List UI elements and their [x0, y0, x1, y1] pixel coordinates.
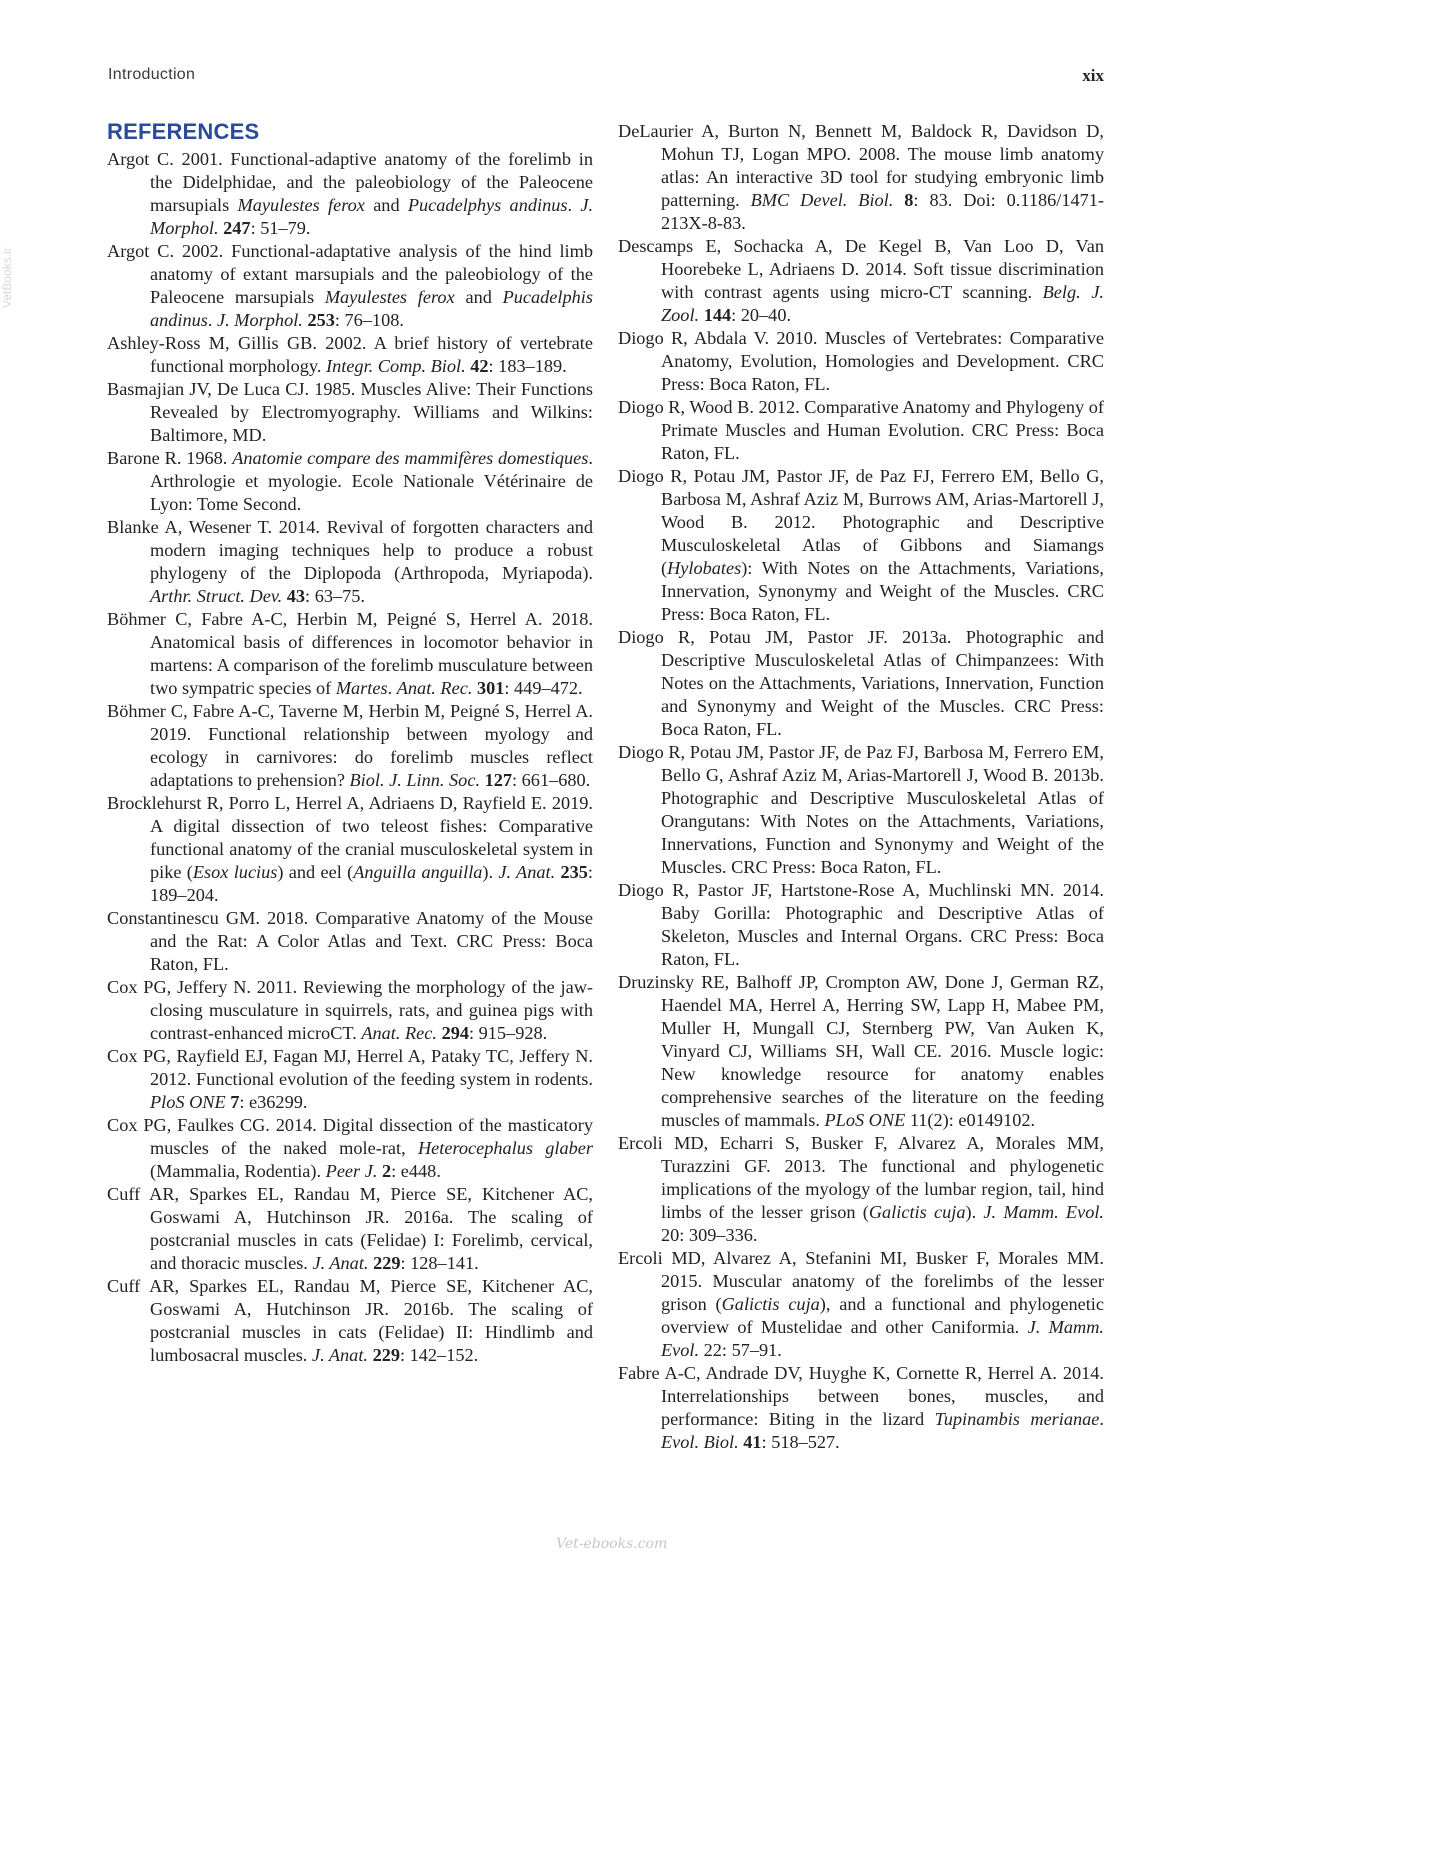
reference-entry [618, 465, 1104, 626]
reference-text: Descamps E, Sochacka A, De Kegel B, Van Loo D, Van Hoorebeke L, Adriaens D. 2014. Soft tissue discrimination with contrast agents using micro-CT scanning. [618, 236, 1104, 302]
reference-entry [618, 879, 1104, 971]
italic-text: Mayulestes ferox [237, 195, 365, 215]
reference-text: Blanke A, Wesener T. 2014. Revival of forgotten characters and modern imaging techniques help to produce a robust phylogeny of the Diplopoda (Arthropoda, Myriapoda). [107, 517, 593, 583]
reference-text: Brocklehurst R, Porro L, Herrel A, Adriaens D, Rayfield E. 2019. A digital dissection of two teleost fishes: Comparative functional anatomy of the cranial musculoskeletal system in pike ( [107, 793, 593, 882]
italic-text: J. Anat. [498, 862, 556, 882]
reference-text: ). [482, 862, 499, 882]
reference-text: Constantinescu GM. 2018. Comparative Anatomy of the Mouse and the Rat: A Color Atlas and Text. CRC Press: Boca Raton, FL. [107, 908, 593, 974]
bold-volume: 41 [743, 1432, 762, 1452]
reference-text: Ashley-Ross M, Gillis GB. 2002. A brief history of vertebrate functional morphology. [107, 333, 593, 376]
italic-text: Galictis cuja [868, 1202, 966, 1222]
bold-volume: 229 [373, 1253, 401, 1273]
page-number: xix [1082, 66, 1104, 85]
bottom-watermark: Vet-ebooks.com [556, 1536, 668, 1552]
reference-text: Basmajian JV, De Luca CJ. 1985. Muscles Alive: Their Functions Revealed by Electromyography. Williams and Wilkins: Baltimore, MD. [107, 379, 593, 445]
italic-text: Mayulestes ferox [324, 287, 455, 307]
reference-entry [618, 1132, 1104, 1247]
reference-entry [618, 1362, 1104, 1454]
italic-text: Galictis cuja [721, 1294, 820, 1314]
bold-volume: 7 [230, 1092, 240, 1112]
reference-text: : 20–40. [731, 305, 792, 325]
reference-entry [107, 240, 593, 332]
reference-text: Argot C. 2002. Functional-adaptative analysis of the hind limb anatomy of extant marsupials and the paleobiology of the Paleocene marsupials [107, 241, 593, 307]
reference-text: : 83. Doi: 0.1186/1471-213X-8-83. [661, 190, 1104, 233]
left-reference-list [107, 148, 593, 1367]
bold-volume: 301 [476, 678, 505, 698]
reference-text: 11(2): e0149102. [905, 1110, 1036, 1130]
reference-text: Ercoli MD, Echarri S, Busker F, Alvarez A, Morales MM, Turazzini GF. 2013. The functional and phylogenetic implications of the myology of the lumbar region, tail, hind limbs of the lesser grison ( [618, 1133, 1104, 1222]
reference-text: : e36299. [239, 1092, 308, 1112]
bold-volume: 127 [484, 770, 513, 790]
reference-text: Druzinsky RE, Balhoff JP, Crompton AW, Done J, German RZ, Haendel MA, Herrel A, Herring SW, Lapp H, Mabee PM, Muller H, Mungall CJ, Sternberg PW, Van Auken K, Vinyard CJ, Williams SH, Wall CE. 2016. Muscle logic: New knowledge resource for anatomy enables comprehensive searches of the literature on the feeding muscles of mammals. [618, 972, 1104, 1130]
reference-entry [107, 447, 593, 516]
reference-entry [107, 608, 593, 700]
reference-text: . [207, 310, 218, 330]
reference-entry [107, 907, 593, 976]
reference-entry [618, 1247, 1104, 1362]
reference-text: 20: 309–336. [661, 1225, 758, 1245]
reference-entry [618, 626, 1104, 741]
reference-text: ). [965, 1202, 984, 1222]
reference-text: . [387, 678, 397, 698]
italic-text: J. Anat. [311, 1345, 368, 1365]
italic-text: Esox lucius [192, 862, 278, 882]
reference-text: : 518–527. [761, 1432, 840, 1452]
bold-volume: 247 [223, 218, 251, 238]
italic-text: J. Mamm. Evol. [661, 1317, 1104, 1360]
reference-text: Diogo R, Potau JM, Pastor JF, de Paz FJ, Ferrero EM, Bello G, Barbosa M, Ashraf Aziz M, Burrows AM, Arias-Martorell J, Wood B. 2012. Photographic and Descriptive Musculoskeletal Atlas of Gibbons and Siamangs ( [618, 466, 1104, 578]
reference-text: : 183–189. [488, 356, 567, 376]
italic-text: Martes [335, 678, 388, 698]
reference-entry [107, 1183, 593, 1275]
italic-text: PLoS ONE [824, 1110, 906, 1130]
italic-text: Integr. Comp. Biol. [326, 356, 466, 376]
left-column [107, 118, 593, 1367]
reference-text: DeLaurier A, Burton N, Bennett M, Baldock R, Davidson D, Mohun TJ, Logan MPO. 2008. The mouse limb anatomy atlas: An interactive 3D tool for studying embryonic limb patterning. [618, 121, 1104, 210]
reference-text: Cox PG, Jeffery N. 2011. Reviewing the morphology of the jaw-closing musculature in squirrels, rats, and guinea pigs with contrast-enhanced microCT. [107, 977, 593, 1043]
bold-volume: 144 [703, 305, 732, 325]
reference-text: : 189–204. [150, 862, 593, 905]
bold-volume: 8 [904, 190, 914, 210]
reference-entry [107, 1114, 593, 1183]
italic-text: PloS ONE [150, 1092, 226, 1112]
italic-text: J. Anat. [312, 1253, 369, 1273]
reference-entry [618, 120, 1104, 235]
italic-text: Biol. J. Linn. Soc. [349, 770, 481, 790]
reference-text: ): With Notes on the Attachments, Variations, Innervation, Synonymy and Weight of the Muscles. CRC Press: Boca Raton, FL. [661, 558, 1104, 624]
reference-entry [618, 741, 1104, 879]
reference-text: Cuff AR, Sparkes EL, Randau M, Pierce SE, Kitchener AC, Goswami A, Hutchinson JR. 2016b. The scaling of postcranial muscles in cats (Felidae) II: Hindlimb and lumbosacral muscles. [107, 1276, 593, 1365]
reference-text: : 915–928. [468, 1023, 548, 1043]
reference-entry [107, 792, 593, 907]
reference-text: 22: 57–91. [699, 1340, 782, 1360]
right-column [618, 120, 1104, 1454]
reference-text: and [364, 195, 408, 215]
reference-text: Diogo R, Wood B. 2012. Comparative Anatomy and Phylogeny of Primate Muscles and Human Evolution. CRC Press: Boca Raton, FL. [618, 397, 1104, 463]
italic-text: Hylobates [667, 558, 742, 578]
bold-volume: 294 [441, 1023, 469, 1043]
reference-text: ), and a functional and phylogenetic overview of Mustelidae and other Caniformia. [661, 1294, 1104, 1337]
reference-text: Cox PG, Rayfield EJ, Fagan MJ, Herrel A, Pataky TC, Jeffery N. 2012. Functional evolution of the feeding system in rodents. [107, 1046, 593, 1089]
reference-entry [618, 235, 1104, 327]
reference-entry [107, 1045, 593, 1114]
reference-entry [618, 396, 1104, 465]
reference-text: : 63–75. [305, 586, 365, 606]
reference-text: Böhmer C, Fabre A-C, Taverne M, Herbin M, Peigné S, Herrel A. 2019. Functional relationship between myology and ecology in carnivores: do forelimb muscles reflect adaptations to prehension? [107, 701, 593, 790]
italic-text: Pucadelphys andinus [407, 195, 568, 215]
reference-text: . [1099, 1409, 1104, 1429]
bold-volume: 42 [470, 356, 489, 376]
reference-text: Diogo R, Pastor JF, Hartstone-Rose A, Muchlinski MN. 2014. Baby Gorilla: Photographic and Descriptive Atlas of Skeleton, Muscles and Internal Organs. CRC Press: Boca Raton, FL. [618, 880, 1104, 969]
reference-entry [107, 516, 593, 608]
reference-entry [107, 976, 593, 1045]
reference-text: Diogo R, Potau JM, Pastor JF, de Paz FJ, Barbosa M, Ferrero EM, Bello G, Ashraf Aziz M, Arias-Martorell J, Wood B. 2013b. Photographic and Descriptive Musculoskeletal Atlas of Orangutans: With Notes on the Attachments, Variations, Innervations, Function and Synonymy and Weight of the Muscles. CRC Press: Boca Raton, FL. [618, 742, 1104, 877]
reference-text: : 128–141. [400, 1253, 479, 1273]
right-reference-list [618, 120, 1104, 1454]
bold-volume: 43 [286, 586, 306, 606]
reference-text: : e448. [391, 1161, 441, 1181]
italic-text: J. Mamm. Evol. [983, 1202, 1105, 1222]
bold-volume: 229 [372, 1345, 400, 1365]
italic-text: Peer J. [325, 1161, 378, 1181]
italic-text: Anatomie compare des mammifères domestiques [232, 448, 589, 468]
reference-text: Fabre A-C, Andrade DV, Huyghe K, Cornette R, Herrel A. 2014. Interrelationships between bones, muscles, and performance: Biting in the lizard [618, 1363, 1104, 1429]
reference-entry [107, 700, 593, 792]
running-head: Introduction [108, 66, 196, 83]
bold-volume: 235 [560, 862, 588, 882]
reference-text: : 449–472. [504, 678, 583, 698]
italic-text: J. Morphol. [217, 310, 303, 330]
reference-text: Cox PG, Faulkes CG. 2014. Digital dissection of the masticatory muscles of the naked mole-rat, [107, 1115, 593, 1158]
reference-entry [618, 327, 1104, 396]
italic-text: J. Morphol. [150, 195, 594, 238]
italic-text: Arthr. Struct. Dev. [150, 586, 283, 606]
italic-text: Anguilla anguilla [353, 862, 483, 882]
reference-text: : 76–108. [334, 310, 404, 330]
reference-text: Argot C. 2001. Functional-adaptive anatomy of the forelimb in the Didelphidae, and the paleobiology of the Paleocene marsupials [107, 149, 593, 215]
reference-entry [107, 1275, 593, 1367]
reference-text: and [454, 287, 503, 307]
reference-text: : 661–680. [512, 770, 591, 790]
reference-text: Barone R. 1968. [107, 448, 233, 468]
reference-entry [107, 332, 593, 378]
reference-entry [618, 971, 1104, 1132]
reference-entry [107, 148, 593, 240]
italic-text: Tupinambis merianae [934, 1409, 1100, 1429]
reference-text [893, 190, 904, 210]
bold-volume: 2 [382, 1161, 392, 1181]
reference-text: . Arthrologie et myologie. Ecole Nationale Vétérinaire de Lyon: Tome Second. [150, 448, 593, 514]
reference-text: Cuff AR, Sparkes EL, Randau M, Pierce SE, Kitchener AC, Goswami A, Hutchinson JR. 2016a. The scaling of postcranial muscles in cats (Felidae) I: Forelimb, cervical, and thoracic muscles. [107, 1184, 593, 1273]
section-heading: REFERENCES [107, 119, 260, 144]
reference-text: Ercoli MD, Alvarez A, Stefanini MI, Busker F, Morales MM. 2015. Muscular anatomy of the forelimbs of the lesser grison ( [618, 1248, 1104, 1314]
reference-text: Diogo R, Abdala V. 2010. Muscles of Vertebrates: Comparative Anatomy, Evolution, Homologies and Development. CRC Press: Boca Raton, FL. [618, 328, 1104, 394]
side-watermark: VetBooks.ir [0, 247, 14, 308]
reference-text: : 51–79. [250, 218, 311, 238]
italic-text: Belg. J. Zool. [661, 282, 1104, 325]
reference-text: . [567, 195, 581, 215]
reference-text: Böhmer C, Fabre A-C, Herbin M, Peigné S, Herrel A. 2018. Anatomical basis of differences in locomotor behavior in martens: A comparison of the forelimb musculature between two sympatric species of [107, 609, 593, 698]
reference-text: Diogo R, Potau JM, Pastor JF. 2013a. Photographic and Descriptive Musculoskeletal Atlas of Chimpanzees: With Notes on the Attachments, Variations, Innervation, Function and Synonymy and Weight of the Muscles. CRC Press: Boca Raton, FL. [618, 627, 1104, 739]
italic-text: Pucadelphis andinus [150, 287, 593, 330]
reference-text: (Mammalia, Rodentia). [150, 1161, 326, 1181]
italic-text: Evol. Biol. [661, 1432, 739, 1452]
reference-text: ) and eel ( [277, 862, 354, 882]
reference-entry [107, 378, 593, 447]
italic-text: Anat. Rec. [361, 1023, 437, 1043]
italic-text: Heterocephalus glaber [417, 1138, 594, 1158]
italic-text: Anat. Rec. [396, 678, 473, 698]
italic-text: BMC Devel. Biol. [750, 190, 894, 210]
bold-volume: 253 [307, 310, 335, 330]
reference-text: : 142–152. [399, 1345, 479, 1365]
